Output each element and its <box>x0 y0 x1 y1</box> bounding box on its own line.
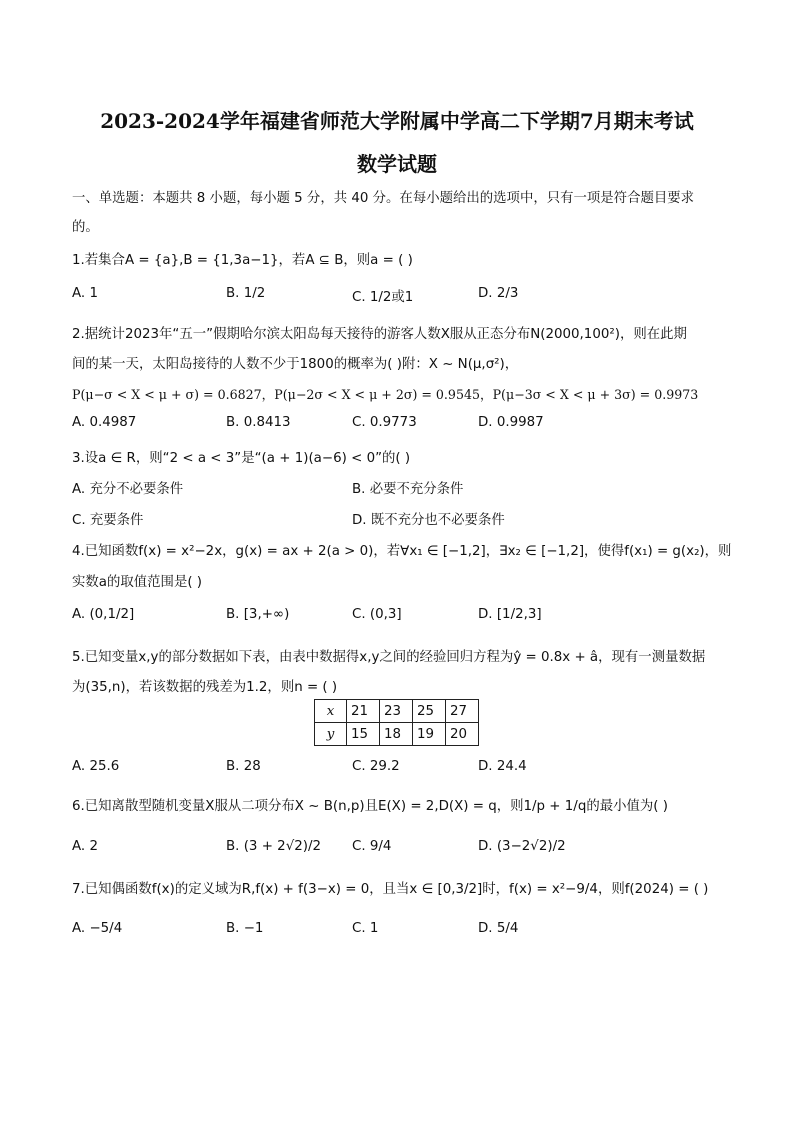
q5-option-d: D. 24.4 <box>478 759 527 774</box>
question-7: 7.已知偶函数f(x)的定义域为R,f(x) + f(3−x) = 0，且当x ∈ [0,3/2]时，f(x) = x²−9/4，则f(2024) = ( ) <box>72 882 709 897</box>
question-4-line-2: 实数a的取值范围是( ) <box>72 575 203 590</box>
table-row-y <box>315 723 479 746</box>
table-cell: 25 <box>413 700 446 723</box>
table-header-x: x <box>315 700 347 723</box>
q7-option-c: C. 1 <box>352 921 379 936</box>
q3-option-a: A. 充分不必要条件 <box>72 482 184 497</box>
q3-option-d: D. 既不充分也不必要条件 <box>352 513 505 528</box>
q2-option-c: C. 0.9773 <box>352 415 417 430</box>
exam-subtitle: 数学试题 <box>357 152 437 176</box>
question-3: 3.设a ∈ R，则“2 < a < 3”是“(a + 1)(a−6) < 0”的( ) <box>72 451 411 466</box>
q1-option-d: D. 2/3 <box>478 286 519 301</box>
q6-option-a: A. 2 <box>72 839 98 854</box>
q3-option-b: B. 必要不充分条件 <box>352 482 464 497</box>
q4-option-d: D. [1/2,3] <box>478 607 542 622</box>
table-row-x <box>315 700 479 723</box>
q5-option-b: B. 28 <box>226 759 261 774</box>
q7-option-d: D. 5/4 <box>478 921 519 936</box>
q1-option-a: A. 1 <box>72 286 98 301</box>
q3-option-c: C. 充要条件 <box>72 513 144 528</box>
question-2-line-1: 2.据统计2023年“五一”假期哈尔滨太阳岛每天接待的游客人数X服从正态分布N(2000,100²)，则在此期 <box>72 327 687 342</box>
question-5-line-1: 5.已知变量x,y的部分数据如下表，由表中数据得x,y之间的经验回归方程为ŷ = 0.8x + â，现有一测量数据 <box>72 650 706 665</box>
q2-option-a: A. 0.4987 <box>72 415 137 430</box>
table-cell: 27 <box>446 700 479 723</box>
q2-option-d: D. 0.9987 <box>478 415 544 430</box>
q6-option-b: B. (3 + 2√2)/2 <box>226 839 322 854</box>
section-heading-cont: 的。 <box>72 220 99 235</box>
table-cell: 21 <box>347 700 380 723</box>
data-table <box>314 699 479 746</box>
q4-option-c: C. (0,3] <box>352 607 402 622</box>
q1-option-c: C. 1/2或1 <box>352 290 414 305</box>
q5-option-a: A. 25.6 <box>72 759 120 774</box>
question-6: 6.已知离散型随机变量X服从二项分布X ~ B(n,p)且E(X) = 2,D(X) = q，则1/p + 1/q的最小值为( ) <box>72 799 668 814</box>
question-5-line-2: 为(35,n)，若该数据的残差为1.2，则n = ( ) <box>72 680 338 695</box>
q6-option-c: C. 9/4 <box>352 839 392 854</box>
question-2-line-2: 间的某一天，太阳岛接待的人数不少于1800的概率为( )附：X ~ N(μ,σ²)， <box>72 357 519 372</box>
exam-title: 2023-2024学年福建省师范大学附属中学高二下学期7月期末考试 <box>100 109 694 133</box>
question-1: 1.若集合A = {a},B = {1,3a−1}，若A ⊆ B，则a = ( ) <box>72 253 413 268</box>
q7-option-b: B. −1 <box>226 921 264 936</box>
table-cell: 19 <box>413 723 446 746</box>
table-cell: 18 <box>380 723 413 746</box>
question-2-line-3: P(μ−σ < X < μ + σ) = 0.6827，P(μ−2σ < X < μ + 2σ) = 0.9545，P(μ−3σ < X < μ + 3σ) = 0.9973 <box>72 387 699 402</box>
section-heading: 一、单选题：本题共 8 小题，每小题 5 分，共 40 分。在每小题给出的选项中，只有一项是符合题目要求 <box>72 191 695 206</box>
table-cell: 23 <box>380 700 413 723</box>
q6-option-d: D. (3−2√2)/2 <box>478 839 566 854</box>
question-4-line-1: 4.已知函数f(x) = x²−2x，g(x) = ax + 2(a > 0)，若∀x₁ ∈ [−1,2]，∃x₂ ∈ [−1,2]，使得f(x₁) = g(x₂)，则 <box>72 544 732 559</box>
q5-option-c: C. 29.2 <box>352 759 400 774</box>
q4-option-a: A. (0,1/2] <box>72 607 135 622</box>
table-header-y: y <box>315 723 347 746</box>
table-cell: 15 <box>347 723 380 746</box>
q7-option-a: A. −5/4 <box>72 921 123 936</box>
q2-option-b: B. 0.8413 <box>226 415 291 430</box>
q4-option-b: B. [3,+∞) <box>226 607 290 622</box>
table-cell: 20 <box>446 723 479 746</box>
q1-option-b: B. 1/2 <box>226 286 266 301</box>
